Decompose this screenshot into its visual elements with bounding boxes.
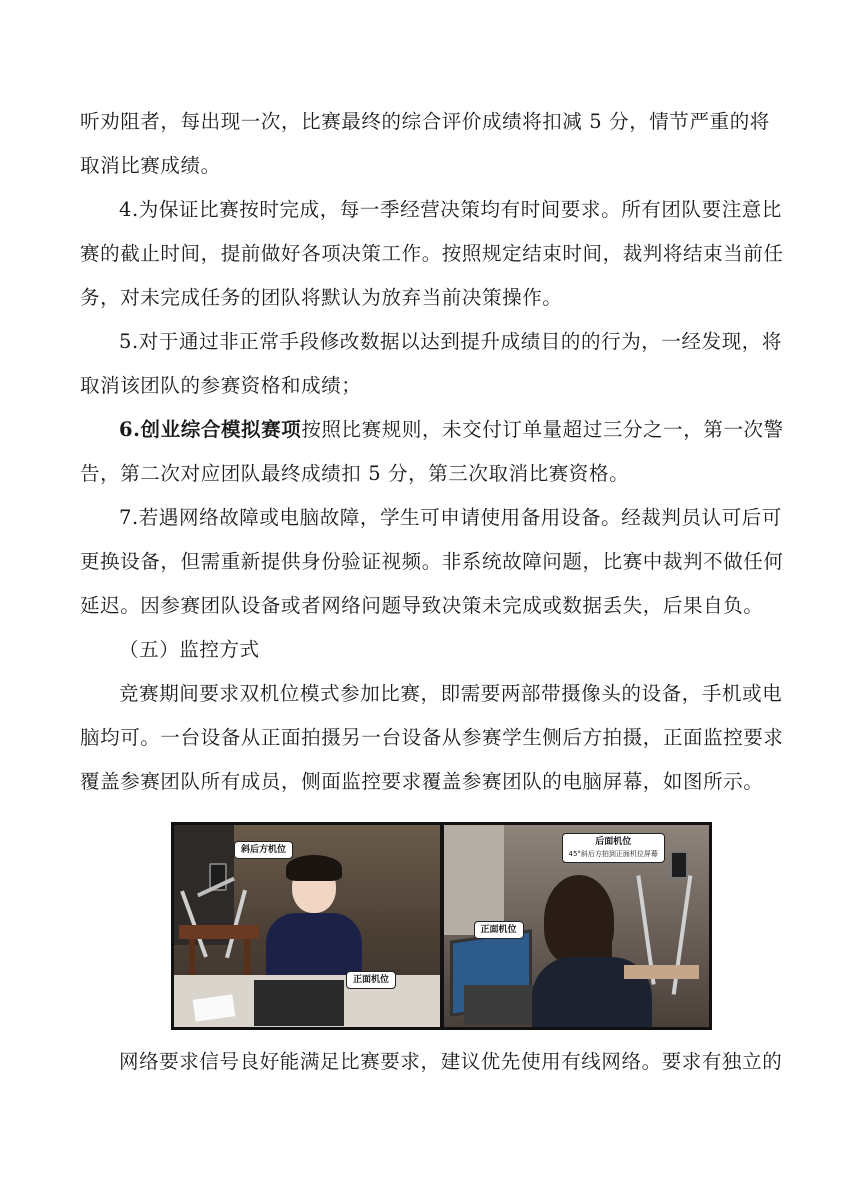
paragraph-line: 更换设备，但需重新提供身份验证视频。非系统故障问题，比赛中裁判不做任何 [80,550,784,573]
rear-camera-label [562,833,665,863]
paragraph-line: 取消比赛成绩。 [80,154,221,177]
rear-camera-label: 斜后方机位 [234,841,293,859]
wall [444,825,504,935]
front-camera-label: 正面机位 [474,921,524,939]
laptop [254,980,344,1026]
paragraph-line: 5.对于通过非正常手段修改数据以达到提升成绩目的的行为，一经发现，将 [119,330,783,353]
paragraph-line: 4.为保证比赛按时完成，每一季经营决策均有时间要求。所有团队要注意比 [119,198,783,221]
paragraph-line: 告，第二次对应团队最终成绩扣 5 分，第三次取消比赛资格。 [80,462,630,485]
phone-on-stand-icon [670,851,688,879]
paragraph-line [80,408,784,452]
document-body-continued [80,1040,783,1084]
paragraph-line: 务，对未完成任务的团队将默认为放弃当前决策操作。 [80,286,563,309]
section-heading: （五）监控方式 [119,638,260,661]
bold-term: 6.创业综合模拟赛项 [119,418,302,441]
paragraph-line: 取消该团队的参赛资格和成绩； [80,374,362,397]
label-line: 后面机位 [595,837,632,847]
paragraph-line: 覆盖参赛团队所有成员，侧面监控要求覆盖参赛团队的电脑屏幕，如图所示。 [80,770,764,793]
paragraph-text: 按照比赛规则，未交付订单量超过三分之一，第一次警 [301,418,784,441]
paragraph-line: 听劝阻者，每出现一次，比赛最终的综合评价成绩将扣减 5 分，情节严重的将 [80,110,770,133]
rear-camera-photo [444,825,710,1027]
paragraph-line: 7.若遇网络故障或电脑故障，学生可申请使用备用设备。经裁判员认可后可 [119,506,783,529]
paragraph-line: 延迟。因参赛团队设备或者网络问题导致决策未完成或数据丢失，后果自负。 [80,594,764,617]
paragraph-line: 脑均可。一台设备从正面拍摄另一台设备从参赛学生侧后方拍摄，正面监控要求 [80,726,784,749]
document-body [80,100,784,804]
paragraph-line: 竞赛期间要求双机位模式参加比赛，即需要两部带摄像头的设备，手机或电 [119,682,783,705]
side-table [179,925,259,939]
front-camera-label: 正面机位 [346,971,396,989]
side-table [624,965,699,979]
paragraph-line: 网络要求信号良好能满足比赛要求，建议优先使用有线网络。要求有独立的 [119,1050,783,1073]
monitoring-photo-figure [171,822,712,1030]
label-line: 45°斜后方拍到正面机位屏幕 [568,850,658,858]
front-camera-photo [174,825,440,1027]
paragraph-line: 赛的截止时间，提前做好各项决策工作。按照规定结束时间，裁判将结束当前任 [80,242,784,265]
person-hair [286,855,342,881]
